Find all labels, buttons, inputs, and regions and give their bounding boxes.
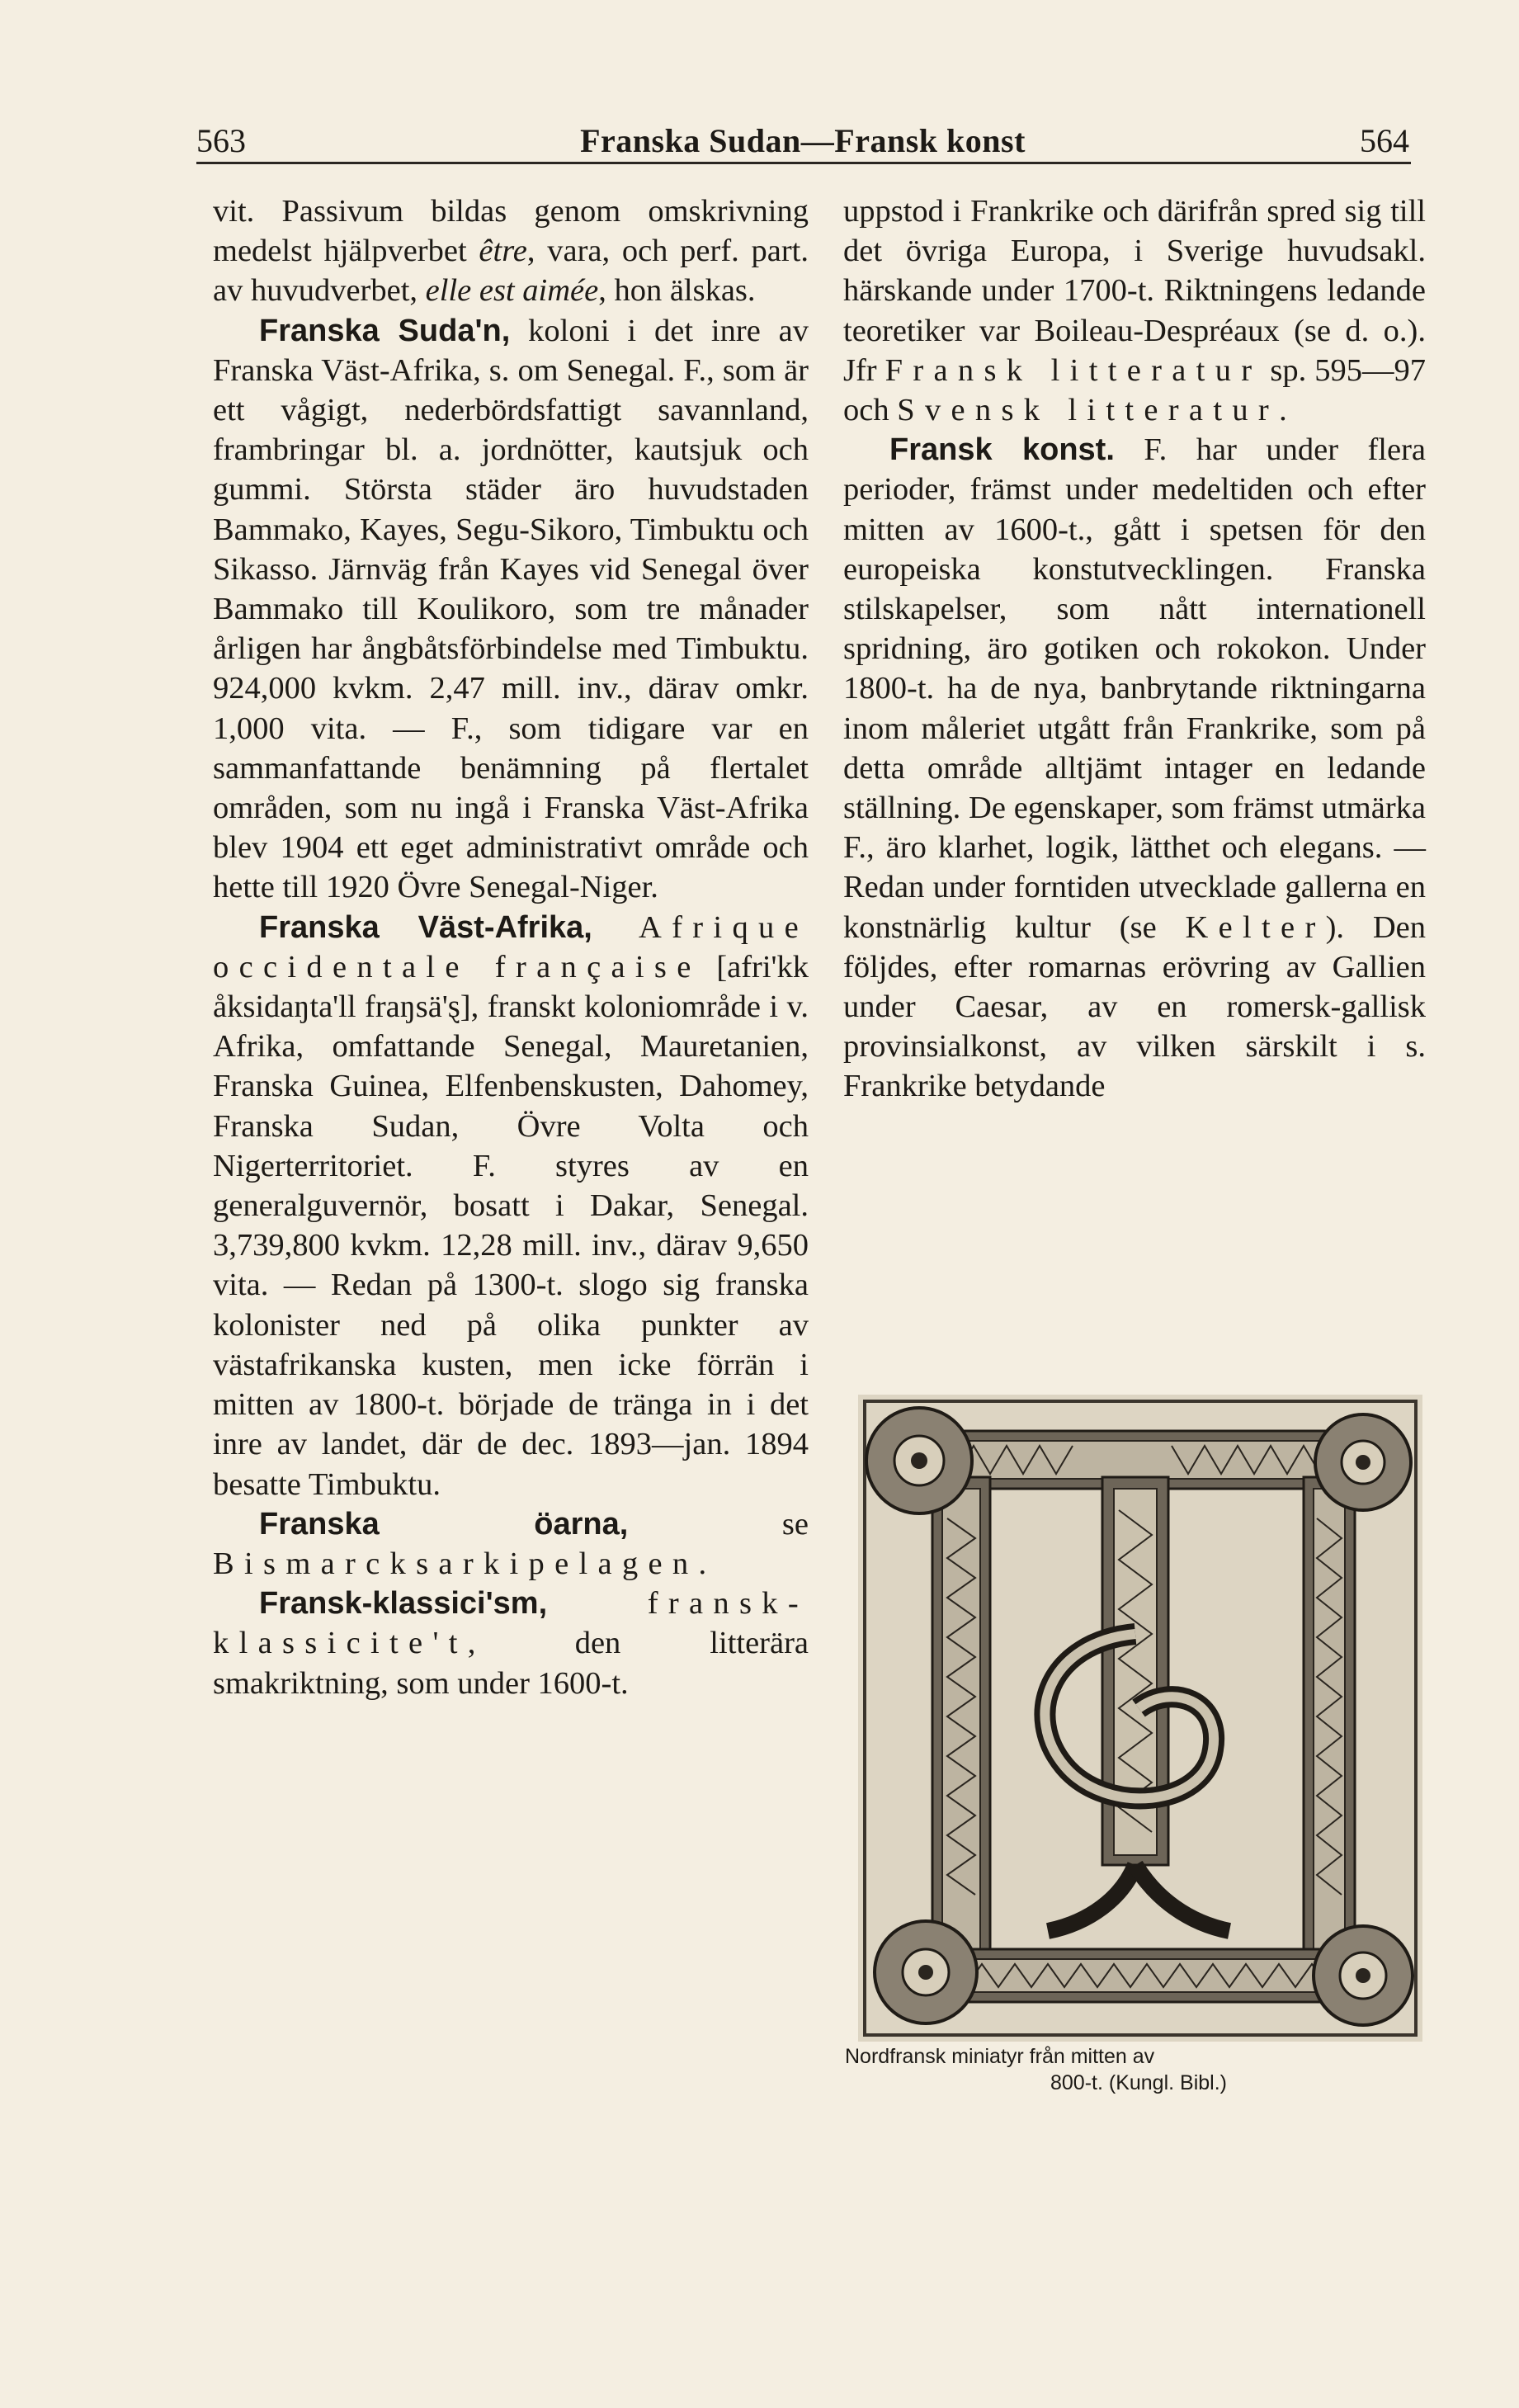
cross-reference: Svensk litteratur: [897, 393, 1280, 428]
entry-fransk-klassicism: Fransk-klassici'sm, fransk-klassicite't, den litterära smakriktning, som under 1600-t.: [213, 1586, 809, 1701]
cross-reference: Kelter: [1185, 909, 1326, 945]
miniature-illustration: [858, 1395, 1422, 2042]
cross-reference: Fransk litteratur: [885, 352, 1262, 388]
page-header: [196, 106, 1409, 160]
header-rule: [196, 162, 1411, 164]
entry-headword: Fransk-klassici'sm,: [259, 1586, 548, 1622]
entry-franska-oarna: Franska öarna, se Bismarcksarkipelagen.: [213, 1506, 809, 1581]
illuminated-initial-image: [858, 1395, 1422, 2042]
paragraph-passivum: vit. Passivum bildas genom omskrivning medelst hjälpverbet être, vara, och perf. part. av huvudverbet, elle est aimée, hon älskas.: [213, 194, 809, 309]
page-number-left: 563: [196, 122, 246, 159]
right-column: [843, 191, 1426, 1107]
entry-franska-vast-afrika: Franska Väst-Afrika, Afrique occidentale française [afri'kk åksidaŋta'll fraŋsä'ȿ], franskt koloniområde i v. Afrika, omfattande Senegal, Mauretanien, Franska Guinea, Elfenbenskusten, Dahomey, Franska Sudan, Övre Volta och Nigerterritoriet. F. styres av en generalguvernör, bosatt i Dakar, Senegal. 3,739,800 kvkm. 12,28 mill. inv., därav 9,650 vita. — Redan på 1300-t. slogo sig franska kolonister ned på olika punkter av västafrikanska kusten, men icke förrän i mitten av 1800-t. började de tränga in i det inre av landet, där de dec. 1893—jan. 1894 besatte Timbuktu.: [213, 909, 809, 1502]
running-title: Franska Sudan—Fransk konst: [580, 122, 1026, 159]
entry-headword: Franska öarna,: [259, 1506, 629, 1542]
paragraph-klassicism-continued: uppstod i Frankrike och därifrån spred sig till det övriga Europa, i Sverige huvudsakl. härskande under 1700-t. Riktningens ledande teoretiker var Boileau-Despréaux (se d. o.). Jfr Fransk litteratur sp. 595—97 och Svensk litteratur.: [843, 194, 1427, 428]
entry-headword: Franska Suda'n,: [259, 313, 511, 348]
entry-headword: Franska Väst-Afrika,: [259, 909, 592, 945]
entry-franska-sudan: Franska Suda'n, koloni i det inre av Franska Väst-Afrika, s. om Senegal. F., som är ett vågigt, nederbördsfattigt savannland, frambringar bl. a. jordnötter, kautsjuk och gummi. Största städer äro huvudstaden Bammako, Kayes, Segu-Sikoro, Timbuktu och Sikasso. Järnväg från Kayes vid Senegal över Bammako till Koulikoro, som tre månader årligen har ångbåtsförbindelse med Timbuktu. 924,000 kvkm. 2,47 mill. inv., därav omkr. 1,000 vita. — F., som tidigare var en sammanfattande benämning på flertalet områden, som nu ingå i Franska Väst-Afrika blev 1904 ett eget administrativt område och hette till 1920 Övre Senegal-Niger.: [213, 313, 809, 905]
caption-line-1: Nordfransk miniatyr från mitten av: [845, 2045, 1155, 2068]
page-number-right: 564: [1359, 122, 1409, 159]
entry-fransk-konst: Fransk konst. F. har under flera perioder, främst under medeltiden och efter mitten av 1600-t., gått i spetsen för den europeiska konstutvecklingen. Franska stilskapelser, som nått internationell spridning, äro gotiken och rokokon. Under 1800-t. ha de nya, banbrytande riktningarna inom måleriet utgått från Frankrike, som på detta område alltjämt intager en ledande ställning. De egenskaper, som främst utmärka F., äro klarhet, logik, lätthet och elegans. — Redan under forntiden utvecklade gallerna en konstnärlig kultur (se Kelter). Den följdes, efter romarnas erövring av Gallien under Caesar, av en romersk-gallisk provinsialkonst, av vilken särskilt i s. Frankrike betydande: [843, 432, 1426, 1104]
cross-reference: Bismarcksarkipelagen: [213, 1546, 699, 1581]
figure-caption: [845, 2043, 1432, 2096]
entry-headword: Fransk konst.: [889, 432, 1115, 468]
caption-line-2: 800-t. (Kungl. Bibl.): [1050, 2071, 1227, 2094]
left-column: [213, 191, 809, 1703]
